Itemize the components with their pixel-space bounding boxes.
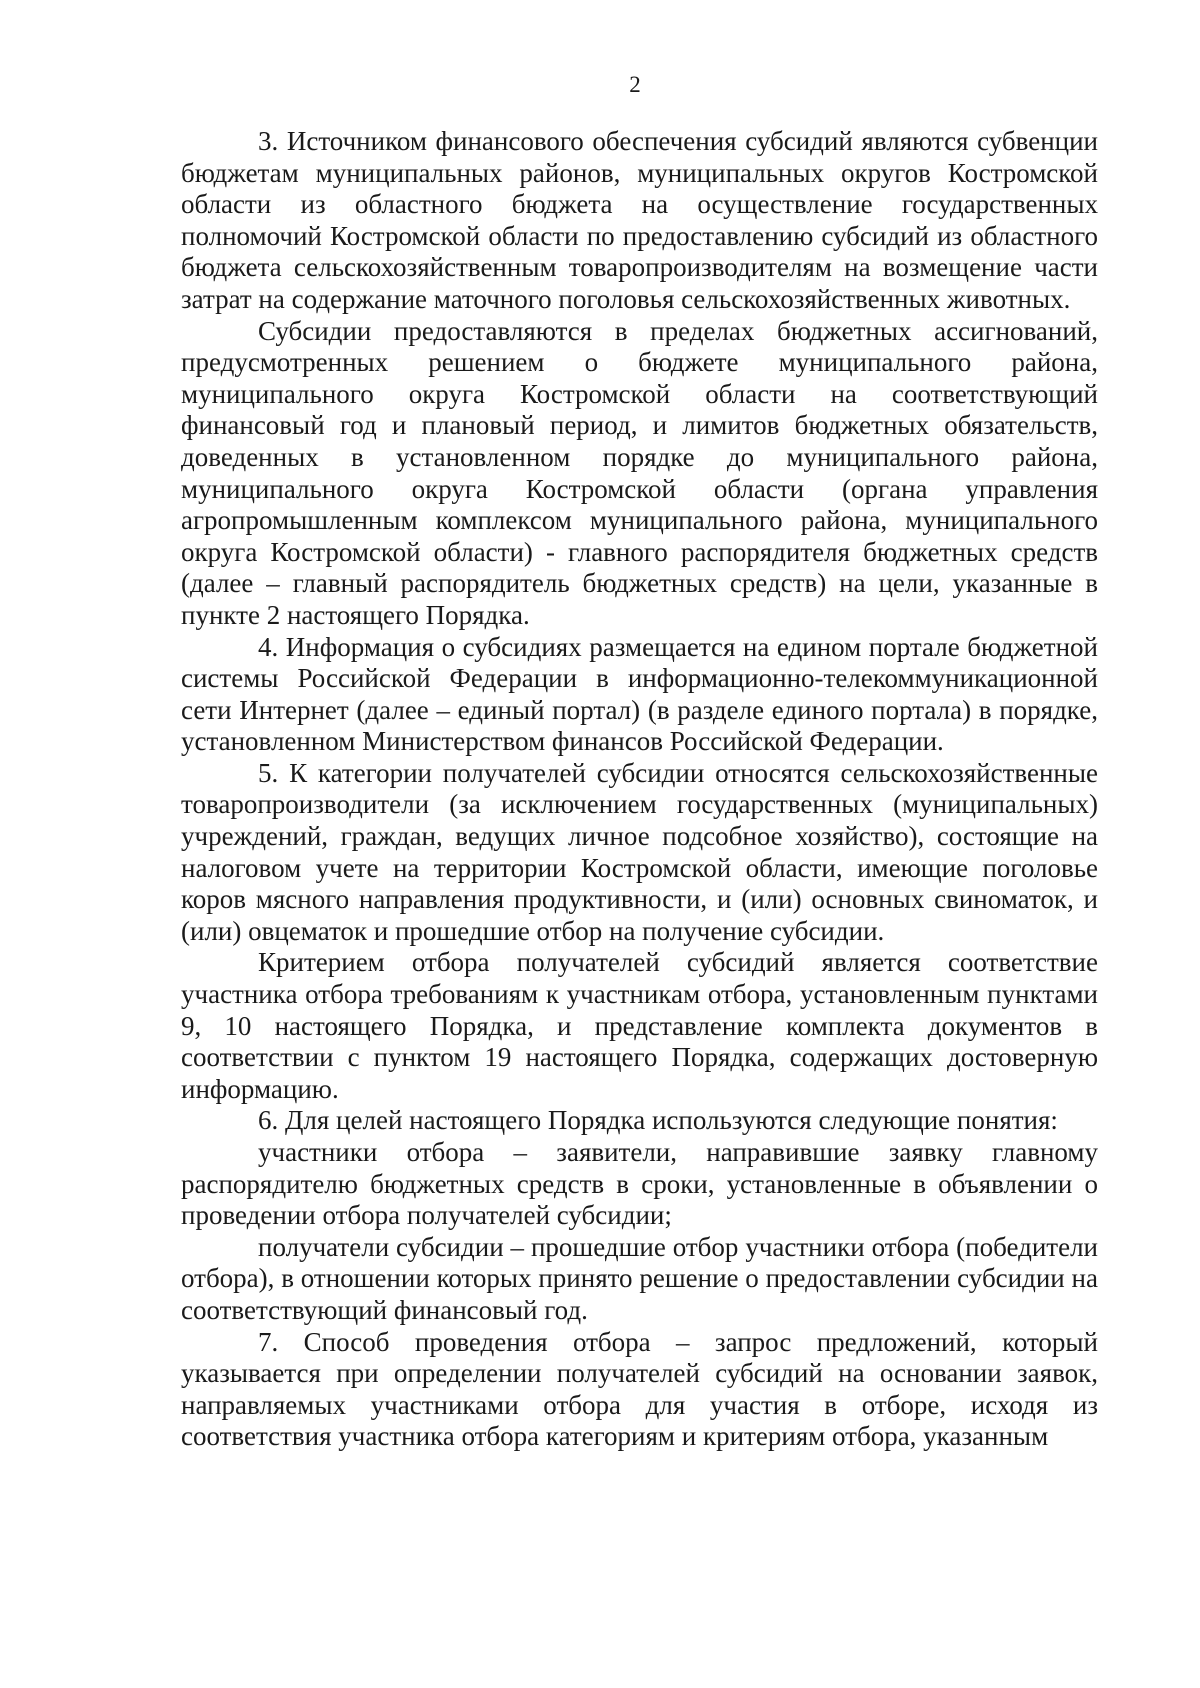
paragraph-6-definitions: 6. Для целей настоящего Порядка используются следующие понятия:: [258, 1105, 1058, 1136]
paragraph-subsidy-limits: Субсидии предоставляются в пределах бюджетных ассигнований, предусмотренных решением о бюджете муниципального района, муниципального округа Костромской области на соответствующий финансовый год и плановый период, и лимитов бюджетных обязательств, доведенных в установленном порядке до муниципального района, муниципального округа Костромской области (органа управления агропромышленным комплексом муниципального района, муниципального округа Костромской области) - главного распорядителя бюджетных средств (далее – главный распорядитель бюджетных средств) на цели, указанные в пункте 2 настоящего Порядка.: [181, 315, 1098, 630]
document-body: [181, 126, 1098, 1453]
paragraph-7-selection-method: 7. Способ проведения отбора – запрос предложений, который указывается при определении получателей субсидий на основании заявок, направляемых участниками отбора для участия в отборе, исходя из соответствия участника отбора категориям и критериям отбора, указанным: [181, 1326, 1098, 1452]
paragraph-3-funding-source: 3. Источником финансового обеспечения субсидий являются субвенции бюджетам муниципальных районов, муниципальных округов Костромской области из областного бюджета на осуществление государственных полномочий Костромской области по предоставлению субсидий из областного бюджета сельскохозяйственным товаропроизводителям на возмещение части затрат на содержание маточного поголовья сельскохозяйственных животных.: [181, 126, 1098, 314]
paragraph-definition-participants: участники отбора – заявители, направившие заявку главному распорядителю бюджетных средств в сроки, установленные в объявлении о проведении отбора получателей субсидии;: [181, 1137, 1098, 1231]
paragraph-4-information-portal: 4. Информация о субсидиях размещается на едином портале бюджетной системы Российской Федерации в информационно-телекоммуникационной сети Интернет (далее – единый портал) (в разделе единого портала) в порядке, установленном Министерством финансов Российской Федерации.: [181, 631, 1098, 757]
paragraph-selection-criterion: Критерием отбора получателей субсидий является соответствие участника отбора требованиям к участникам отбора, установленным пунктами 9, 10 настоящего Порядка, и представление комплекта документов в соответствии с пунктом 19 настоящего Порядка, содержащих достоверную информацию.: [181, 947, 1098, 1104]
paragraph-definition-recipients: получатели субсидии – прошедшие отбор участники отбора (победители отбора), в отношении которых принято решение о предоставлении субсидии на соответствующий финансовый год.: [181, 1231, 1098, 1325]
paragraph-5-recipient-category: 5. К категории получателей субсидии относятся сельскохозяйственные товаропроизводители (за исключением государственных (муниципальных) учреждений, граждан, ведущих личное подсобное хозяйство), состоящие на налоговом учете на территории Костромской области, имеющие поголовье коров мясного направления продуктивности, и (или) основных свиноматок, и (или) овцематок и прошедшие отбор на получение субсидии.: [181, 757, 1098, 946]
page-number: 2: [629, 72, 641, 97]
